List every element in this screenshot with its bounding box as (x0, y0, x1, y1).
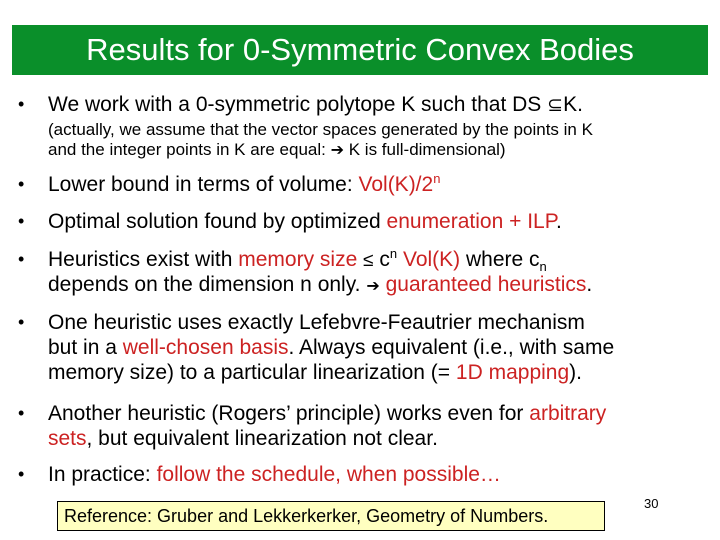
bullet-icon: • (18, 312, 25, 332)
bullet-icon: • (18, 464, 25, 484)
note-line-2: and the integer points in K are equal: ➔ K is full-dimensional) (48, 140, 506, 159)
bullet-icon: • (18, 403, 25, 423)
bullet-icon: • (18, 94, 25, 114)
slide-title: Results for 0-Symmetric Convex Bodies (12, 25, 708, 75)
right-arrow-icon: ➔ (330, 142, 345, 159)
bullet-5-line-1: One heuristic uses exactly Lefebvre-Feautrier mechanism (48, 311, 585, 334)
bullet-icon: • (18, 174, 25, 194)
right-arrow-icon: ➔ (366, 278, 380, 295)
bullet-5-line-3: memory size) to a particular linearization (= 1D mapping). (48, 361, 582, 384)
bullet-2-text: Lower bound in terms of volume: Vol(K)/2$^n$ (48, 171, 441, 196)
bullet-3-text: Optimal solution found by optimized enumeration + ILP. (48, 210, 562, 233)
bullet-icon: • (18, 211, 25, 231)
bullet-6-line-2: sets, but equivalent linearization not clear. (48, 427, 438, 450)
bullet-4-line-1: Heuristics exist with memory size ≤ $c^n$ Vol(K) where $c_n$ (48, 246, 547, 275)
bullet-5-line-2: but in a well-chosen basis. Always equivalent (i.e., with same (48, 336, 615, 359)
bullet-1-text: We work with a 0-symmetric polytope K such that DS ⊆K. (48, 93, 583, 116)
page-number: 30 (644, 496, 659, 511)
note-line-1: (actually, we assume that the vector spaces generated by the points in K (48, 120, 593, 139)
reference-box: Reference: Gruber and Lekkerkerker, Geometry of Numbers. (57, 501, 605, 531)
bullet-7-text: In practice: follow the schedule, when possible… (48, 463, 501, 486)
bullet-icon: • (18, 249, 25, 269)
bullet-4-line-2: depends on the dimension n only. ➔ guaranteed heuristics. (48, 273, 593, 296)
bullet-6-line-1: Another heuristic (Rogers’ principle) works even for arbitrary (48, 402, 607, 425)
